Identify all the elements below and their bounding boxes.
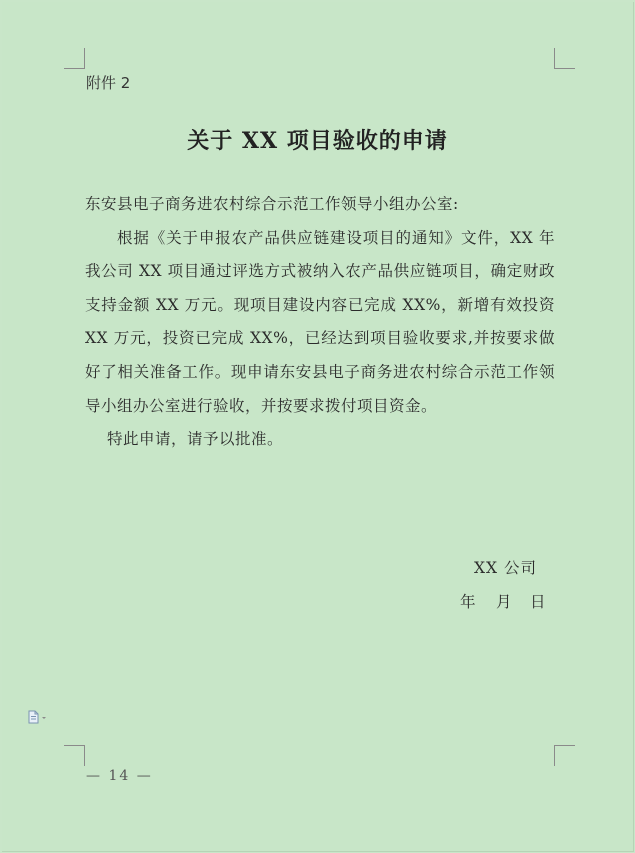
document-title: 关于 XX 项目验收的申请 (187, 128, 448, 154)
margin-corner-bottom-left (64, 745, 85, 766)
document-options-icon[interactable] (27, 709, 49, 723)
signature-date (460, 590, 546, 612)
margin-corner-top-left (64, 48, 85, 69)
date-year: 年 (460, 593, 476, 611)
margin-corner-top-right (554, 48, 575, 69)
document-body (85, 188, 555, 457)
body-paragraph: 根据《关于申报农产品供应链建设项目的通知》文件，XX 年我公司 XX 项目通过评选方式被纳入农产品供应链项目，确定财政支持金额 XX 万元。现项目建设内容已完成 XX%，新增有效投资 XX 万元，投资已完成 XX%，已经达到项目验收要求,并按要求做好了相关准备工作。现申请东安县电子商务进农村综合示范工作领导小组办公室进行验收，并按要求拨付项目资金。 (85, 228, 555, 415)
page-number: — 14 — (86, 768, 153, 784)
margin-corner-bottom-right (554, 745, 575, 766)
date-day: 日 (530, 593, 546, 611)
date-month: 月 (496, 593, 512, 611)
signature-company: XX 公司 (474, 559, 537, 577)
closing-line: 特此申请，请予以批准。 (107, 430, 284, 449)
addressee: 东安县电子商务进农村综合示范工作领导小组办公室: (85, 195, 459, 213)
attachment-label: 附件 2 (86, 74, 131, 92)
